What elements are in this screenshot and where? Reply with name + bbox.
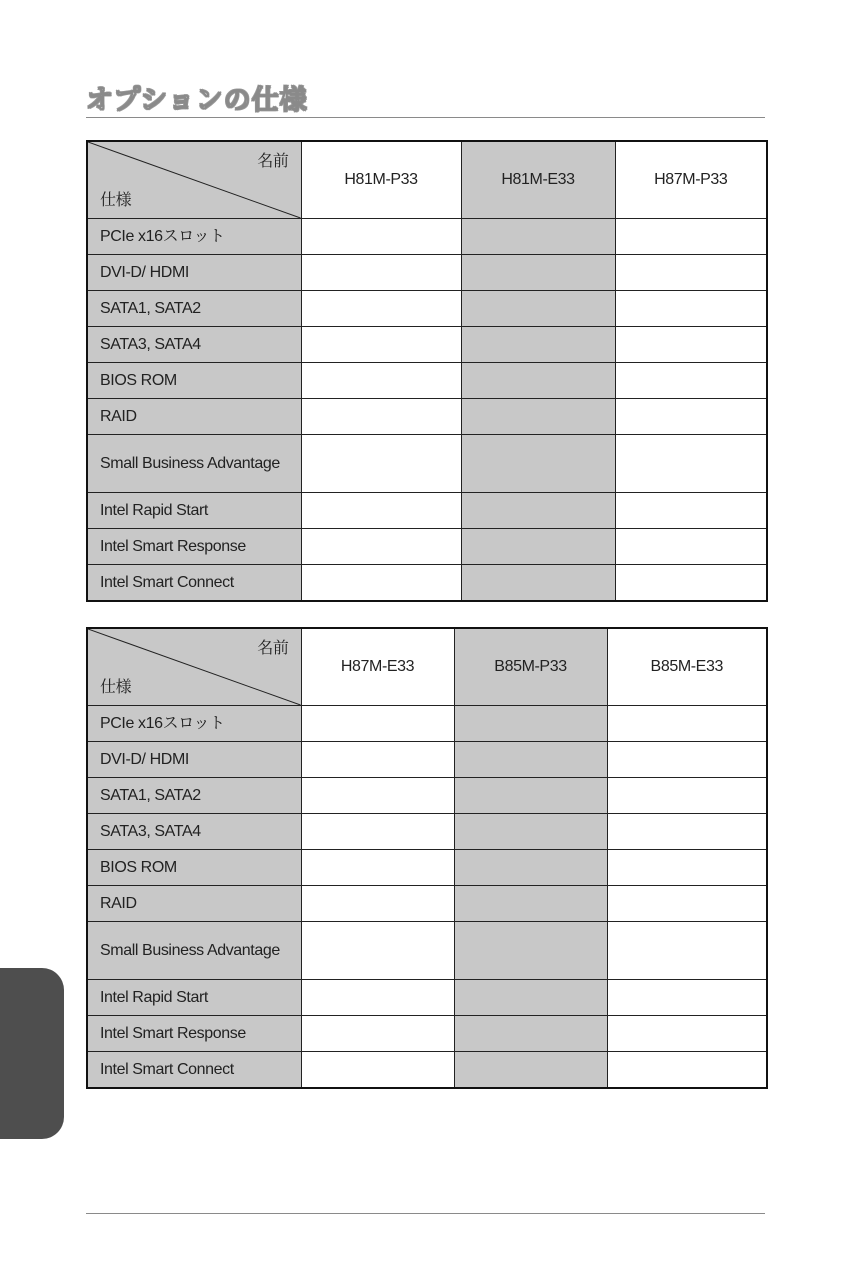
table-row: [87, 742, 767, 778]
value-cell: [301, 493, 461, 529]
value-cell: [301, 742, 454, 778]
value-cell: [615, 363, 767, 399]
corner-spec-label: 仕様: [100, 192, 132, 209]
table-row: [87, 980, 767, 1016]
table-row: [87, 778, 767, 814]
value-cell: [615, 529, 767, 565]
value-cell: [461, 565, 615, 602]
value-cell: [454, 778, 607, 814]
row-label: Intel Rapid Start: [87, 980, 301, 1016]
corner-cell: [87, 141, 301, 219]
title-divider: [86, 117, 765, 118]
value-cell: [615, 291, 767, 327]
value-cell: [454, 1052, 607, 1089]
table-row: [87, 1052, 767, 1089]
value-cell: [461, 529, 615, 565]
value-cell: [454, 886, 607, 922]
value-cell: [454, 814, 607, 850]
corner-name-label: 名前: [257, 640, 289, 657]
corner-spec-label: 仕様: [100, 679, 132, 696]
table-row: [87, 291, 767, 327]
table-row: [87, 706, 767, 742]
value-cell: [301, 327, 461, 363]
row-label: SATA3, SATA4: [87, 814, 301, 850]
model-header: B85M-P33: [454, 628, 607, 706]
value-cell: [301, 922, 454, 980]
value-cell: [461, 363, 615, 399]
value-cell: [301, 565, 461, 602]
corner-cell: [87, 628, 301, 706]
row-label: BIOS ROM: [87, 850, 301, 886]
table-row: [87, 327, 767, 363]
model-header: H87M-P33: [615, 141, 767, 219]
model-header: H81M-P33: [301, 141, 461, 219]
value-cell: [607, 706, 767, 742]
value-cell: [461, 493, 615, 529]
table-row: [87, 493, 767, 529]
value-cell: [301, 291, 461, 327]
row-label: Intel Rapid Start: [87, 493, 301, 529]
footer-divider: [86, 1213, 765, 1214]
value-cell: [301, 255, 461, 291]
value-cell: [301, 1052, 454, 1089]
row-label: DVI-D/ HDMI: [87, 742, 301, 778]
page-title: オプションの仕様: [86, 85, 308, 116]
value-cell: [454, 1016, 607, 1052]
value-cell: [454, 980, 607, 1016]
value-cell: [607, 742, 767, 778]
value-cell: [615, 493, 767, 529]
value-cell: [301, 886, 454, 922]
table-row: [87, 363, 767, 399]
value-cell: [615, 219, 767, 255]
corner-name-label: 名前: [257, 153, 289, 170]
table-row: [87, 255, 767, 291]
value-cell: [461, 399, 615, 435]
row-label: RAID: [87, 399, 301, 435]
row-label: SATA3, SATA4: [87, 327, 301, 363]
table-row: [87, 529, 767, 565]
value-cell: [607, 850, 767, 886]
row-label: Small Business Advantage: [87, 435, 301, 493]
value-cell: [615, 327, 767, 363]
table-row: [87, 1016, 767, 1052]
value-cell: [301, 399, 461, 435]
value-cell: [454, 922, 607, 980]
table-row: [87, 399, 767, 435]
table-row: [87, 850, 767, 886]
value-cell: [301, 435, 461, 493]
table-row: [87, 435, 767, 493]
header-row: [87, 628, 767, 706]
value-cell: [301, 706, 454, 742]
value-cell: [461, 327, 615, 363]
value-cell: [301, 980, 454, 1016]
value-cell: [607, 980, 767, 1016]
row-label: BIOS ROM: [87, 363, 301, 399]
model-header: B85M-E33: [607, 628, 767, 706]
row-label: Intel Smart Connect: [87, 565, 301, 602]
table-row: [87, 565, 767, 602]
value-cell: [615, 565, 767, 602]
row-label: Intel Smart Response: [87, 1016, 301, 1052]
spec-table-2: [86, 627, 768, 1089]
value-cell: [301, 219, 461, 255]
spec-table-1: [86, 140, 768, 602]
value-cell: [615, 435, 767, 493]
table-row: [87, 886, 767, 922]
value-cell: [461, 435, 615, 493]
value-cell: [607, 886, 767, 922]
row-label: DVI-D/ HDMI: [87, 255, 301, 291]
table-row: [87, 814, 767, 850]
value-cell: [454, 850, 607, 886]
value-cell: [461, 219, 615, 255]
value-cell: [301, 778, 454, 814]
value-cell: [454, 742, 607, 778]
row-label: PCIe x16スロット: [87, 706, 301, 742]
row-label: Intel Smart Response: [87, 529, 301, 565]
value-cell: [301, 529, 461, 565]
row-label: PCIe x16スロット: [87, 219, 301, 255]
table-row: [87, 219, 767, 255]
row-label: Small Business Advantage: [87, 922, 301, 980]
row-label: SATA1, SATA2: [87, 778, 301, 814]
row-label: RAID: [87, 886, 301, 922]
row-label: Intel Smart Connect: [87, 1052, 301, 1089]
value-cell: [301, 1016, 454, 1052]
model-header: H81M-E33: [461, 141, 615, 219]
value-cell: [615, 255, 767, 291]
value-cell: [607, 922, 767, 980]
value-cell: [301, 850, 454, 886]
value-cell: [301, 363, 461, 399]
value-cell: [301, 814, 454, 850]
value-cell: [607, 778, 767, 814]
value-cell: [607, 1016, 767, 1052]
header-row: [87, 141, 767, 219]
table-row: [87, 922, 767, 980]
value-cell: [461, 255, 615, 291]
value-cell: [461, 291, 615, 327]
value-cell: [454, 706, 607, 742]
value-cell: [607, 814, 767, 850]
side-tab: [0, 968, 64, 1139]
value-cell: [607, 1052, 767, 1089]
model-header: H87M-E33: [301, 628, 454, 706]
row-label: SATA1, SATA2: [87, 291, 301, 327]
value-cell: [615, 399, 767, 435]
